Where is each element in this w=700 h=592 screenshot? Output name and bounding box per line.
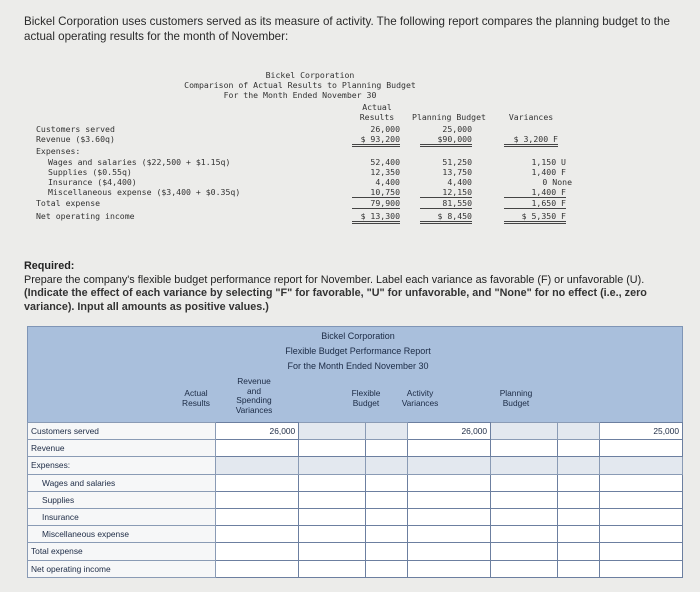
row-label: Supplies ($0.55q) [48,167,132,177]
row-planning: 51,250 [442,157,472,167]
row-actual: 4,400 [375,177,400,187]
row-actual: 26,000 [370,124,400,134]
flexible-input[interactable] [407,440,490,457]
actual-input[interactable] [215,474,298,491]
grid-period: For the Month Ended November 30 [287,361,429,371]
col-planning-label: Planning Budget [412,112,486,122]
row-label: Customers served [28,423,216,440]
planning-input[interactable] [599,474,682,491]
actual-input[interactable] [215,491,298,508]
row-label: Revenue [28,440,216,457]
planning-input[interactable] [599,543,682,560]
row-actual: $ 93,200 [352,134,400,147]
spending-variance-input[interactable] [299,543,366,560]
row-label: Supplies [28,491,216,508]
spending-variance-input[interactable] [299,526,366,543]
row-variance: 0 None [542,177,572,187]
row-label: Miscellaneous expense ($3,400 + $0.35q) [48,187,241,197]
flexible-input[interactable] [407,474,490,491]
intro-text: Bickel Corporation uses customers served as its measure of activity. The following report compares the planning budget to the actual operating results for the month of November: [24,15,670,43]
col-actual-label-1: Actual [362,102,392,112]
spending-label-cell [365,423,407,440]
col-revenue-spending-variances: Revenue and Spending Variances [235,376,273,415]
actual-input[interactable] [215,508,298,525]
spending-variance-input[interactable] [299,474,366,491]
row-variance: 1,150 U [531,157,566,167]
row-label: Total expense [36,198,101,208]
required-instructions: (Indicate the effect of each variance by selecting "F" for favorable, "U" for unfavorable, and "None" for no effect (i.e., zero variance). Input all amounts as positive values.) [24,287,647,313]
spending-variance-input[interactable] [299,508,366,525]
row-planning: 12,150 [420,187,472,198]
row-label: Wages and salaries ($22,500 + $1.15q) [48,157,231,167]
col-activity-variances: Activity Variances [401,388,439,408]
activity-variance-select[interactable] [557,526,599,543]
row-label: Net operating income [28,560,216,577]
row-variance: $ 3,200 F [504,134,558,147]
row-planning: $90,000 [420,134,472,147]
required-text: Prepare the company's flexible budget performance report for November. Label each variance as favorable (F) or unfavorable (U). [24,273,645,286]
spending-variance-input[interactable] [299,560,366,577]
answer-table [27,422,683,578]
planning-input[interactable] [599,491,682,508]
planning-input[interactable]: 25,000 [599,423,682,440]
table-row [28,423,683,440]
actual-input[interactable]: 26,000 [215,423,298,440]
spending-variance-select[interactable] [365,491,407,508]
flexible-input[interactable] [407,543,490,560]
report-subtitle: Comparison of Actual Results to Planning Budget [184,80,416,90]
report-period: For the Month Ended November 30 [223,90,377,100]
flexible-input[interactable]: 26,000 [407,423,490,440]
activity-variance-select[interactable] [557,560,599,577]
spending-variance-select[interactable] [365,560,407,577]
row-label: Expenses: [36,146,81,156]
row-label: Insurance ($4,400) [48,177,137,187]
row-planning: 13,750 [442,167,472,177]
grid-subtitle: Flexible Budget Performance Report [285,346,431,356]
row-actual: $ 13,300 [352,211,400,224]
activity-label-cell [557,423,599,440]
spending-variance-select[interactable] [365,526,407,543]
grid-header [27,326,683,423]
actual-input[interactable] [215,543,298,560]
activity-variance-select[interactable] [557,474,599,491]
row-variance: $ 5,350 F [504,211,566,224]
flexible-input[interactable] [407,508,490,525]
row-actual: 79,900 [352,198,400,209]
table-row [28,508,683,525]
row-label: Wages and salaries [28,474,216,491]
actual-input[interactable] [215,526,298,543]
table-row [28,474,683,491]
row-label: Insurance [28,508,216,525]
grid-title: Bickel Corporation [321,331,395,341]
planning-input[interactable] [599,508,682,525]
col-actual-label-2: Results [359,112,395,122]
table-row [28,560,683,577]
activity-variance-input[interactable] [491,526,558,543]
row-planning: 81,550 [420,198,472,209]
activity-variance-select[interactable] [557,543,599,560]
table-row [28,543,683,560]
row-label: Revenue ($3.60q) [36,134,115,144]
activity-variance-input[interactable] [491,543,558,560]
row-planning: 4,400 [447,177,472,187]
activity-variance-input[interactable] [491,508,558,525]
spending-variance-input[interactable] [299,440,366,457]
activity-variance-select[interactable] [557,440,599,457]
table-row [28,440,683,457]
activity-variance-input[interactable] [491,491,558,508]
row-variance: 1,400 F [531,167,566,177]
spending-variance-cell [299,423,366,440]
col-planning-budget: Planning Budget [499,388,533,408]
activity-variance-input[interactable] [491,474,558,491]
spending-variance-select[interactable] [365,474,407,491]
spending-variance-select[interactable] [365,543,407,560]
table-row [28,457,683,474]
report-title: Bickel Corporation [265,70,355,80]
row-label: Expenses: [28,457,216,474]
flexible-input[interactable] [407,491,490,508]
required-heading: Required: [24,260,75,272]
required-section [24,260,694,314]
table-row [28,526,683,543]
planning-input[interactable] [599,440,682,457]
activity-variance-input[interactable] [491,440,558,457]
actual-input[interactable] [215,560,298,577]
flexible-budget-report-grid [27,326,683,572]
row-variance: 1,650 F [504,198,566,209]
row-label: Miscellaneous expense [28,526,216,543]
spending-variance-select[interactable] [365,508,407,525]
row-planning: $ 8,450 [420,211,472,224]
planning-input[interactable] [599,526,682,543]
row-planning: 25,000 [442,124,472,134]
row-label: Customers served [36,124,115,134]
col-variances-label: Variances [508,112,554,122]
spending-variance-select[interactable] [365,440,407,457]
col-flexible-budget: Flexible Budget [351,388,381,408]
spending-variance-input[interactable] [299,491,366,508]
planning-comparison-report [0,66,700,236]
activity-variance-input[interactable] [491,560,558,577]
planning-input[interactable] [599,560,682,577]
row-actual: 10,750 [352,187,400,198]
row-actual: 12,350 [370,167,400,177]
table-row [28,491,683,508]
activity-variance-select[interactable] [557,508,599,525]
activity-variance-select[interactable] [557,491,599,508]
row-variance: 1,400 F [504,187,566,198]
row-label: Total expense [28,543,216,560]
row-actual: 52,400 [370,157,400,167]
row-label: Net operating income [36,211,135,221]
flexible-input[interactable] [407,526,490,543]
col-actual-results: Actual Results [182,388,210,408]
actual-input[interactable] [215,440,298,457]
flexible-input[interactable] [407,560,490,577]
activity-variance-cell [491,423,558,440]
